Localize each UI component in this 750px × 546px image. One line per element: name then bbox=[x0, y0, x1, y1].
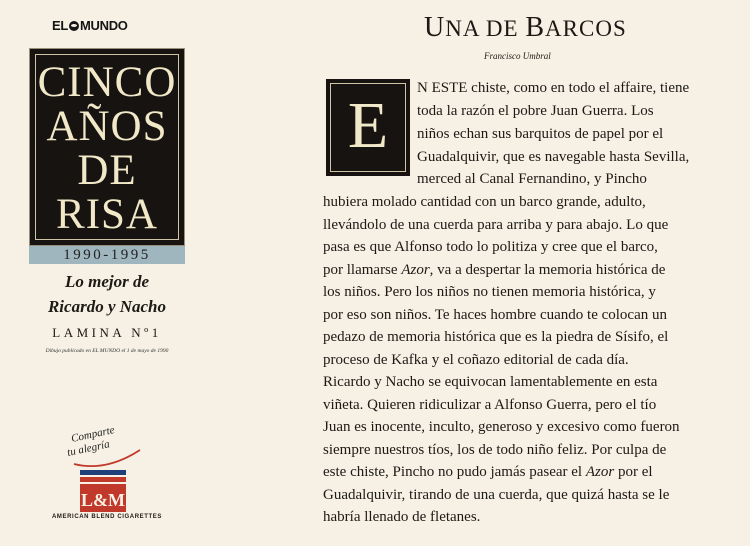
lm-logo bbox=[76, 468, 130, 514]
title-line-2: AÑOS bbox=[46, 103, 168, 150]
globe-icon bbox=[69, 21, 79, 31]
body-line: habría llenado de fletanes. bbox=[323, 509, 481, 525]
ship-name: Azor bbox=[401, 262, 430, 278]
body-line: llevándolo de una cuerda para arriba y para abajo. Lo que bbox=[323, 217, 669, 233]
years-band: 1990-1995 bbox=[29, 246, 185, 264]
subtitle-line-2: Ricardo y Nacho bbox=[47, 297, 167, 316]
body-line: pedazo de memoria histórica que es la piedra de Sísifo, el bbox=[323, 329, 669, 345]
author: Francisco Umbral bbox=[484, 51, 551, 61]
body-line: por eso son niños. Te haces hombre cuando te colocan un bbox=[323, 307, 667, 323]
slogan-line-1: Comparte bbox=[70, 424, 116, 445]
title-line-4: RISA bbox=[56, 191, 158, 238]
body-line: pasa es que Alfonso todo lo politiza y cree que el barco, bbox=[323, 239, 658, 255]
body-line: N ESTE chiste, como en todo el affaire, tiene bbox=[417, 80, 690, 96]
lamina-number: LAMINA Nº1 bbox=[52, 325, 162, 340]
slogan-line-2: tu alegría bbox=[66, 438, 111, 459]
el-mundo-logo: EL MUNDO bbox=[52, 18, 128, 33]
slogan-graphic bbox=[66, 424, 146, 469]
body-line: este chiste, Pincho no pudo jamás pasear el Azor por el bbox=[323, 464, 653, 480]
left-panel bbox=[14, 14, 186, 534]
body-line: los niños. Pero los niños no tienen memoria histórica, y bbox=[323, 284, 656, 300]
subtitle-line-1: Lo mejor de bbox=[64, 272, 150, 291]
title-initial-2: B bbox=[525, 12, 546, 43]
body-line: siempre nuestros tíos, los de todo niño feliz. Por culpa de bbox=[323, 442, 667, 458]
lm-logo-text: L&M bbox=[81, 490, 125, 510]
body-line: por llamarse Azor, va a despertar la memoria histórica de bbox=[323, 262, 666, 278]
body-line: niños echan sus barquitos de papel por el bbox=[417, 126, 664, 142]
tagline: AMERICAN BLEND CIGARETTES bbox=[51, 514, 162, 520]
article-title bbox=[424, 12, 627, 44]
title-part-1: NA DE bbox=[445, 16, 526, 41]
title-box bbox=[29, 48, 185, 246]
body-line: proceso de Kafka y el coñazo editorial de cada día. bbox=[323, 352, 629, 368]
body-line: toda la razón el pobre Juan Guerra. Los bbox=[417, 103, 654, 119]
title-line-3: DE bbox=[77, 147, 137, 194]
title-line-1: CINCO bbox=[37, 59, 177, 106]
title-part-2: ARCOS bbox=[545, 16, 627, 41]
body-line: Guadalquivir, tirando de una cuerda, que quizá hasta se le bbox=[323, 487, 670, 503]
publication-note: Dibujo publicado en EL MUNDO el 1 de mayo de 1990 bbox=[45, 348, 169, 354]
body-line: merced al Canal Fernandino, y Pincho bbox=[417, 171, 647, 187]
body-line: hubiera molado cantidad con un barco grande, adulto, bbox=[323, 194, 646, 210]
body-line: Juan es inocente, inculto, generoso y excesivo como fueron bbox=[323, 419, 680, 435]
body-line: Ricardo y Nacho se equivocan lamentablemente en esta bbox=[323, 374, 658, 390]
body-line: viñeta. Quieren ridiculizar a Alfonso Guerra, pero el tío bbox=[323, 397, 657, 413]
title-initial-1: U bbox=[424, 12, 446, 43]
drop-cap-letter: E bbox=[347, 89, 389, 162]
body-line: Guadalquivir, que es navegable hasta Sevilla, bbox=[417, 149, 690, 165]
ship-name: Azor bbox=[585, 464, 615, 480]
drop-cap bbox=[326, 79, 410, 176]
